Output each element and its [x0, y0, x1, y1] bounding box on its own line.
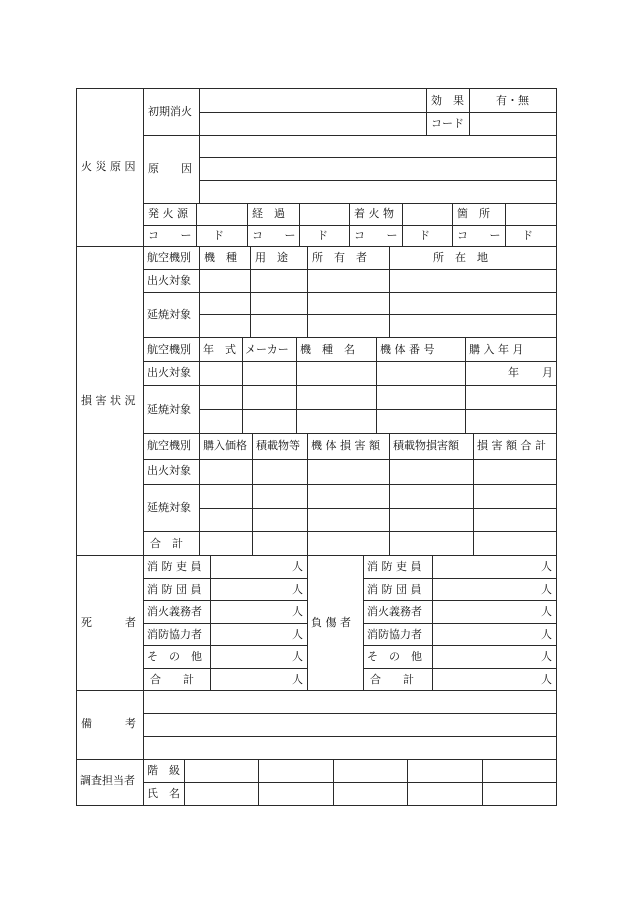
frame-right: [556, 88, 557, 805]
divider: [199, 433, 200, 555]
injured-row-label: 消火義務者: [367, 605, 422, 618]
injured-row-label: 消 防 団 員: [367, 583, 422, 596]
fire-target-label: 出火対象: [147, 366, 191, 379]
month-unit: 月: [542, 366, 553, 379]
divider: [199, 409, 557, 410]
t2-header-maker: メーカー: [245, 343, 289, 356]
divider: [452, 203, 453, 246]
dead-row-label: 消 防 団 員: [147, 583, 202, 596]
dead-row-label: 合 計: [150, 673, 194, 686]
damage-label: 損 害 状 況: [81, 394, 136, 407]
code-label-2: コ ー ド: [252, 229, 337, 242]
divider: [143, 623, 307, 624]
divider: [465, 337, 466, 433]
t3-header-price: 購入価格: [203, 439, 247, 452]
t2-header-model-name: 機 種 名: [300, 343, 355, 356]
t1-header-use: 用 途: [255, 251, 288, 264]
dead-unit: 人: [292, 650, 303, 663]
divider: [363, 555, 364, 690]
ignition-source-label: 発 火 源: [148, 207, 188, 220]
divider: [143, 578, 307, 579]
initial-extinguishing-label: 初期消火: [148, 105, 192, 118]
injured-row-label: 合 計: [370, 673, 414, 686]
fire-cause-label: 火 災 原 因: [81, 160, 136, 173]
divider: [143, 361, 557, 362]
divider: [143, 531, 557, 532]
divider: [363, 668, 557, 669]
divider: [143, 433, 557, 434]
injured-row-label: 消 防 吏 員: [367, 560, 422, 573]
dead-unit: 人: [292, 583, 303, 596]
divider: [143, 88, 144, 805]
divider: [389, 433, 390, 555]
remarks-label: 備 考: [81, 717, 136, 730]
investigator-label: 調査担当者: [80, 774, 135, 787]
divider: [296, 337, 297, 433]
spread-target-label: 延焼対象: [147, 403, 191, 416]
divider: [389, 246, 390, 337]
t1-header-model: 機 種: [204, 251, 237, 264]
injured-unit: 人: [541, 650, 552, 663]
divider: [482, 759, 483, 805]
divider: [143, 459, 557, 460]
frame-bottom: [76, 805, 557, 806]
divider: [143, 736, 557, 737]
injured-unit: 人: [541, 673, 552, 686]
divider: [247, 203, 248, 246]
code-label-4: コ ー ド: [457, 229, 542, 242]
dead-unit: 人: [292, 605, 303, 618]
frame-top: [76, 88, 557, 89]
divider: [199, 180, 557, 181]
divider: [76, 759, 557, 760]
divider: [199, 337, 200, 433]
divider: [258, 759, 259, 805]
effect-label: 効 果: [431, 94, 464, 107]
progress-label: 経 過: [252, 207, 285, 220]
cause-label: 原 因: [148, 162, 192, 175]
divider: [143, 269, 557, 270]
divider: [407, 759, 408, 805]
t2-header-serial: 機 体 番 号: [380, 343, 435, 356]
fire-target-label: 出火対象: [147, 274, 191, 287]
divider: [252, 433, 253, 555]
injured-row-label: そ の 他: [367, 650, 422, 663]
divider: [199, 314, 557, 315]
t3-header-airframe-damage: 機 体 損 害 額: [311, 439, 380, 452]
dead-unit: 人: [292, 560, 303, 573]
aircraft-type-label: 航空機別: [147, 343, 191, 356]
location-label: 箇 所: [457, 207, 490, 220]
ignited-material-label: 着 火 物: [354, 207, 394, 220]
code-label-3: コ ー ド: [354, 229, 439, 242]
t1-header-address: 所 在 地: [433, 251, 488, 264]
code-label-1: コ ー ド: [148, 229, 233, 242]
dead-row-label: 消 防 吏 員: [147, 560, 202, 573]
divider: [143, 484, 557, 485]
divider: [250, 246, 251, 337]
divider: [349, 203, 350, 246]
divider: [363, 623, 557, 624]
dead-label: 死 者: [81, 616, 136, 629]
divider: [143, 135, 557, 136]
divider: [143, 225, 557, 226]
t2-header-year: 年 式: [203, 343, 236, 356]
spread-target-label: 延焼対象: [147, 501, 191, 514]
divider: [76, 555, 557, 556]
t3-header-cargo: 積載物等: [256, 439, 300, 452]
dead-row-label: 消防協力者: [147, 628, 202, 641]
divider: [199, 112, 557, 113]
divider: [76, 690, 557, 691]
t2-header-purchase-date: 購 入 年 月: [469, 343, 524, 356]
divider: [143, 782, 557, 783]
divider: [143, 600, 307, 601]
dead-row-label: そ の 他: [147, 650, 202, 663]
rank-label: 階 級: [147, 764, 180, 777]
year-unit: 年: [508, 366, 519, 379]
divider: [143, 645, 307, 646]
aircraft-type-label: 航空機別: [147, 251, 191, 264]
divider: [210, 555, 211, 690]
divider: [307, 555, 308, 690]
divider: [363, 578, 557, 579]
divider: [473, 433, 474, 555]
spread-target-label: 延焼対象: [147, 308, 191, 321]
divider: [199, 157, 557, 158]
t3-header-total-damage: 損 害 額 合 計: [477, 439, 546, 452]
dead-unit: 人: [292, 628, 303, 641]
divider: [184, 759, 185, 805]
divider: [469, 88, 470, 135]
divider: [143, 292, 557, 293]
divider: [143, 385, 557, 386]
divider: [143, 203, 557, 204]
injured-unit: 人: [541, 560, 552, 573]
divider: [307, 246, 308, 337]
aircraft-type-label: 航空機別: [147, 439, 191, 452]
effect-code-label: コード: [431, 117, 464, 130]
dead-unit: 人: [292, 673, 303, 686]
divider: [143, 713, 557, 714]
divider: [376, 337, 377, 433]
divider: [199, 246, 200, 337]
divider: [426, 88, 427, 135]
divider: [242, 337, 243, 433]
dead-row-label: 消火義務者: [147, 605, 202, 618]
t3-header-cargo-damage: 積載物損害額: [393, 439, 459, 452]
divider: [76, 246, 557, 247]
injured-unit: 人: [541, 583, 552, 596]
injured-row-label: 消防協力者: [367, 628, 422, 641]
divider: [307, 433, 308, 555]
frame-left: [76, 88, 77, 805]
divider: [363, 645, 557, 646]
injured-unit: 人: [541, 605, 552, 618]
fire-target-label: 出火対象: [147, 464, 191, 477]
divider: [199, 88, 200, 203]
divider: [333, 759, 334, 805]
divider: [432, 555, 433, 690]
effect-value: 有・無: [496, 94, 529, 107]
divider: [363, 600, 557, 601]
total-label: 合 計: [150, 537, 183, 550]
injured-label: 負 傷 者: [311, 616, 351, 629]
name-label: 氏 名: [147, 787, 180, 800]
t1-header-owner: 所 有 者: [312, 251, 367, 264]
divider: [143, 668, 307, 669]
divider: [143, 337, 557, 338]
injured-unit: 人: [541, 628, 552, 641]
